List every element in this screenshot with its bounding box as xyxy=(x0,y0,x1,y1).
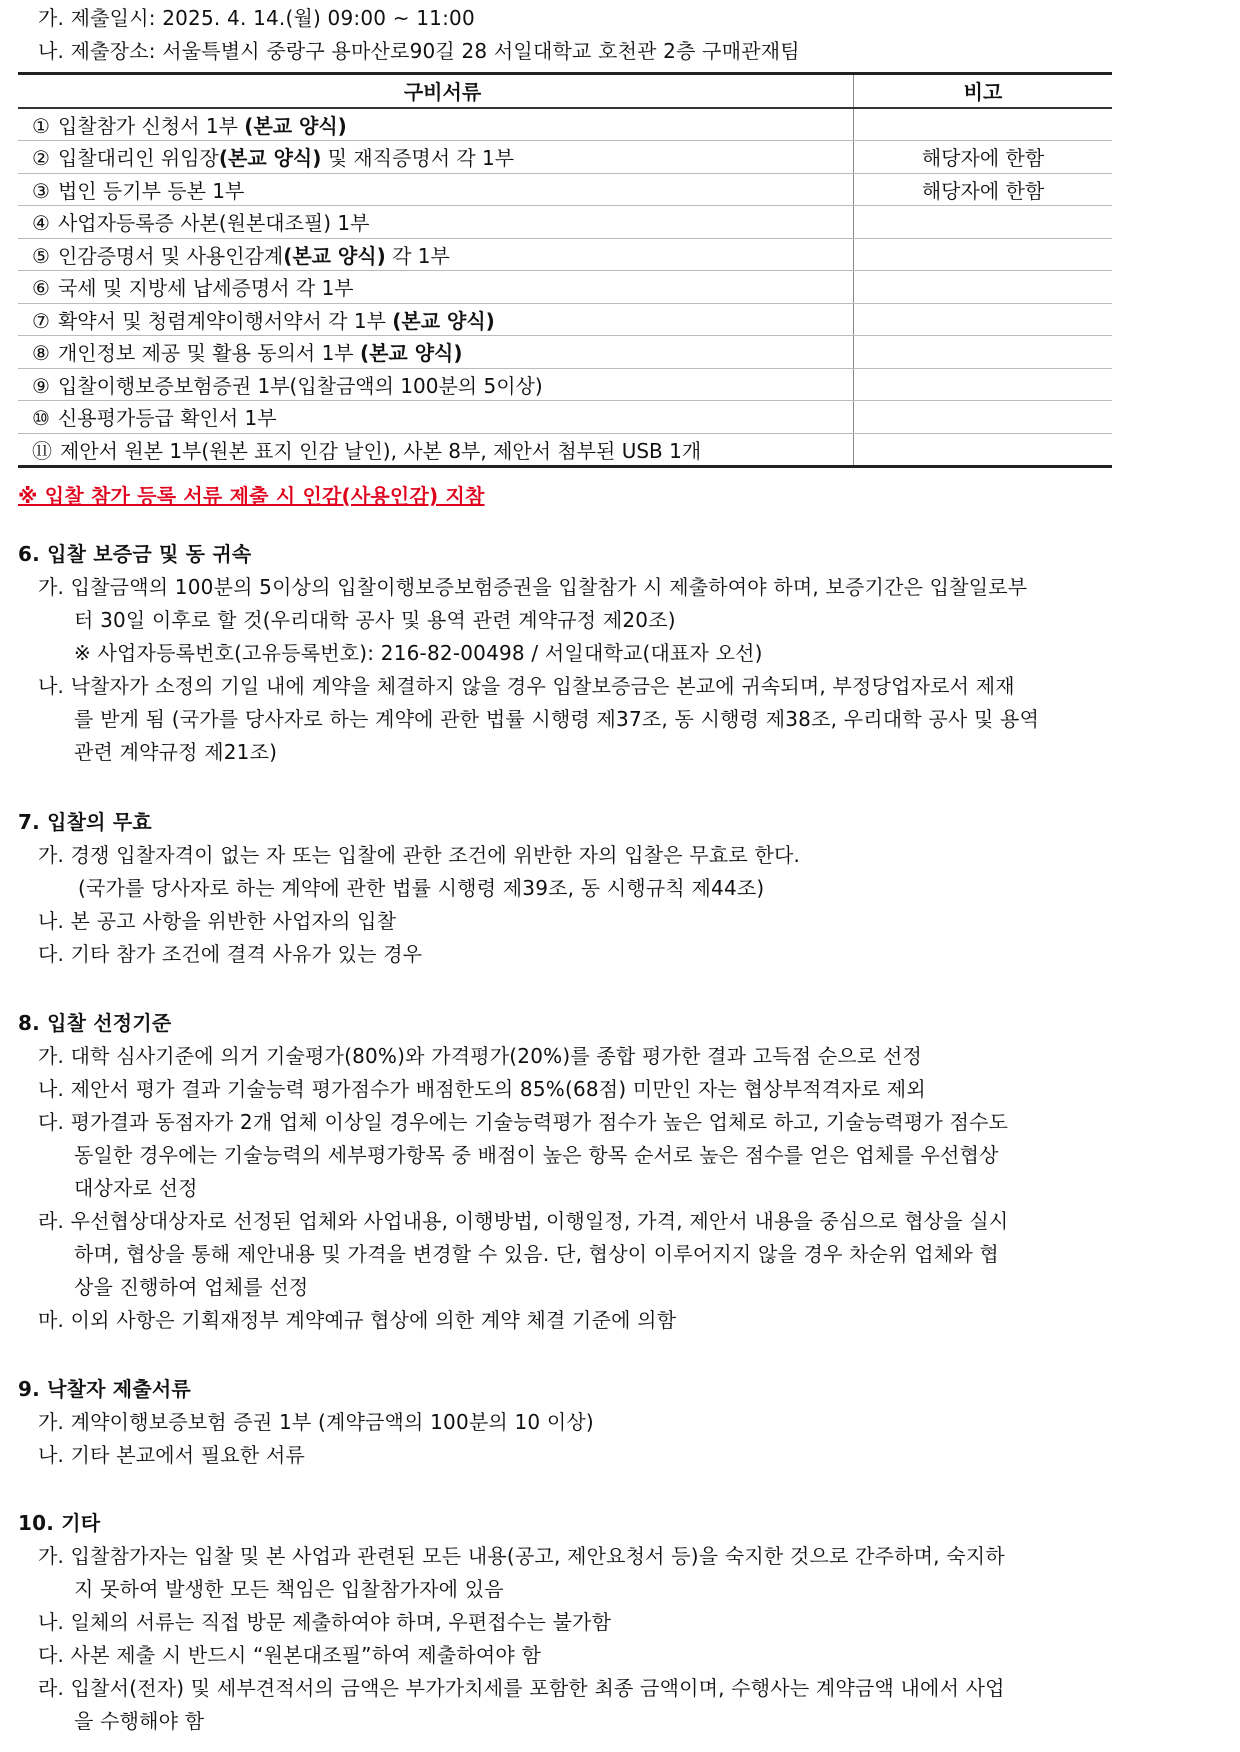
section-line: 나. 일체의 서류는 직접 방문 제출하여야 하며, 우편접수는 불가함 xyxy=(38,1610,612,1634)
item-number: ⑤ xyxy=(32,243,50,268)
section-line: 라. 우선협상대상자로 선정된 업체와 사업내용, 이행방법, 이행일정, 가격, 제안서 내용을 중심으로 협상을 실시 xyxy=(38,1209,1009,1233)
remark-cell xyxy=(854,303,1113,336)
section-line: 다. 사본 제출 시 반드시 “원본대조필”하여 제출하여야 함 xyxy=(38,1643,542,1667)
item-text: 인감증명서 및 사용인감계 xyxy=(57,243,284,268)
item-text: 확약서 및 청렴계약이행서약서 각 1부 xyxy=(57,308,393,333)
item-text: 국세 및 지방세 납세증명서 각 1부 xyxy=(57,276,354,301)
remark-cell: 해당자에 한함 xyxy=(854,141,1113,174)
header-remark: 비고 xyxy=(854,74,1113,108)
section-line: 지 못하여 발생한 모든 책임은 입찰참가자에 있음 xyxy=(74,1577,504,1601)
section-line: 나. 기타 본교에서 필요한 서류 xyxy=(38,1443,306,1467)
section-line: (국가를 당사자로 하는 계약에 관한 법률 시행령 제39조, 동 시행규칙 제44조) xyxy=(78,876,765,900)
section-line: 다. 기타 참가 조건에 결격 사유가 있는 경우 xyxy=(38,942,423,966)
item-form-note: (본교 양식) xyxy=(283,243,386,268)
item-text-after: 각 1부 xyxy=(385,243,450,268)
remark-cell: 해당자에 한함 xyxy=(854,173,1113,206)
section-title: 7. 입찰의 무효 xyxy=(18,810,152,834)
section-line: 가. 입찰참가자는 입찰 및 본 사업과 관련된 모든 내용(공고, 제안요청서 등)을 숙지한 것으로 간주하며, 숙지하 xyxy=(38,1544,1005,1568)
table-row xyxy=(18,303,1112,336)
header-documents: 구비서류 xyxy=(18,74,854,108)
seal-notice: ※ 입찰 참가 등록 서류 제출 시 인감(사용인감) 지참 xyxy=(18,484,485,508)
section-line: 가. 계약이행보증보험 증권 1부 (계약금액의 100분의 10 이상) xyxy=(38,1410,594,1434)
document-cell xyxy=(18,108,854,141)
section-title: 9. 낙찰자 제출서류 xyxy=(18,1377,191,1401)
section-line: 을 수행해야 함 xyxy=(74,1709,205,1733)
section-line: 가. 경쟁 입찰자격이 없는 자 또는 입찰에 관한 조건에 위반한 자의 입찰은 무효로 한다. xyxy=(38,843,801,867)
table-row xyxy=(18,238,1112,271)
remark-cell xyxy=(854,368,1113,401)
section-title: 6. 입찰 보증금 및 동 귀속 xyxy=(18,542,252,566)
section-line: 라. 입찰서(전자) 및 세부견적서의 금액은 부가가치세를 포함한 최종 금액이며, 수행사는 계약금액 내에서 사업 xyxy=(38,1676,1005,1700)
item-text: 신용평가등급 확인서 1부 xyxy=(57,406,277,431)
remark-cell xyxy=(854,206,1113,239)
document-cell xyxy=(18,401,854,434)
section-line: 가. 대학 심사기준에 의거 기술평가(80%)와 가격평가(20%)를 종합 평가한 결과 고득점 순으로 선정 xyxy=(38,1044,923,1068)
document-cell xyxy=(18,303,854,336)
section-line: 하며, 협상을 통해 제안내용 및 가격을 변경할 수 있음. 단, 협상이 이루어지지 않을 경우 차순위 업체와 협 xyxy=(74,1242,999,1266)
remark-cell xyxy=(854,238,1113,271)
item-form-note: (본교 양식) xyxy=(218,146,322,171)
document-cell xyxy=(18,336,854,369)
section-line: 나. 낙찰자가 소정의 기일 내에 계약을 체결하지 않을 경우 입찰보증금은 본교에 귀속되며, 부정당업자로서 제재 xyxy=(38,674,1015,698)
remark-cell xyxy=(854,108,1113,141)
table-row xyxy=(18,108,1112,141)
section-line: 나. 제안서 평가 결과 기술능력 평가점수가 배점한도의 85%(68점) 미만인 자는 협상부적격자로 제외 xyxy=(38,1077,926,1101)
item-number: ⑦ xyxy=(32,308,50,333)
table-row xyxy=(18,141,1112,174)
table-row xyxy=(18,433,1112,467)
item-number: ④ xyxy=(32,211,50,236)
item-number: ② xyxy=(32,146,50,171)
section-line: 상을 진행하여 업체를 선정 xyxy=(74,1275,309,1299)
document-cell xyxy=(18,433,854,467)
remark-cell xyxy=(854,433,1113,467)
item-text: 법인 등기부 등본 1부 xyxy=(57,178,245,203)
remark-cell xyxy=(854,336,1113,369)
table-row xyxy=(18,401,1112,434)
item-text: 입찰대리인 위임장 xyxy=(57,146,219,171)
table-row xyxy=(18,206,1112,239)
item-text-after: 및 재직증명서 각 1부 xyxy=(321,146,515,171)
document-cell xyxy=(18,368,854,401)
table-row xyxy=(18,336,1112,369)
document-cell xyxy=(18,141,854,174)
item-number: ⑥ xyxy=(32,276,50,301)
document-cell xyxy=(18,206,854,239)
table-row xyxy=(18,368,1112,401)
item-form-note: (본교 양식) xyxy=(392,308,495,333)
section-line: 다. 평가결과 동점자가 2개 업체 이상일 경우에는 기술능력평가 점수가 높은 업체로 하고, 기술능력평가 점수도 xyxy=(38,1110,1009,1134)
item-number: ⑨ xyxy=(32,373,50,398)
section-line: 터 30일 이후로 할 것(우리대학 공사 및 용역 관련 계약규정 제20조) xyxy=(74,608,676,632)
item-number: ⑩ xyxy=(32,406,50,431)
item-form-note: (본교 양식) xyxy=(244,113,347,138)
submission-place: 나. 제출장소: 서울특별시 중랑구 용마산로90길 28 서일대학교 호천관 2층 구매관재팀 xyxy=(38,39,800,63)
item-text: 개인정보 제공 및 활용 동의서 1부 xyxy=(57,341,360,366)
item-number: ③ xyxy=(32,178,50,203)
section-line: 마. 이외 사항은 기획재정부 계약예규 협상에 의한 계약 체결 기준에 의함 xyxy=(38,1308,677,1332)
section-line: 를 받게 됨 (국가를 당사자로 하는 계약에 관한 법률 시행령 제37조, 동 시행령 제38조, 우리대학 공사 및 용역 xyxy=(74,707,1040,731)
section-title: 8. 입찰 선정기준 xyxy=(18,1011,172,1035)
remark-cell xyxy=(854,271,1113,304)
section-title: 10. 기타 xyxy=(18,1511,101,1535)
item-text: 사업자등록증 사본(원본대조필) 1부 xyxy=(57,211,370,236)
item-text: 제안서 원본 1부(원본 표지 인감 날인), 사본 8부, 제안서 첨부된 USB 1개 xyxy=(60,438,702,463)
item-number: ⑪ xyxy=(32,438,52,463)
document-cell xyxy=(18,238,854,271)
section-line: 동일한 경우에는 기술능력의 세부평가항목 중 배점이 높은 항목 순서로 높은 점수를 얻은 업체를 우선협상 xyxy=(74,1143,999,1167)
section-line: 관련 계약규정 제21조) xyxy=(74,740,278,764)
section-line: 나. 본 공고 사항을 위반한 사업자의 입찰 xyxy=(38,909,397,933)
item-form-note: (본교 양식) xyxy=(359,341,463,366)
section-line: 가. 입찰금액의 100분의 5이상의 입찰이행보증보험증권을 입찰참가 시 제출하여야 하며, 보증기간은 입찰일로부 xyxy=(38,575,1028,599)
document-cell xyxy=(18,173,854,206)
required-documents-table xyxy=(18,72,1112,468)
item-text: 입찰참가 신청서 1부 xyxy=(57,113,245,138)
item-number: ⑧ xyxy=(32,341,50,366)
table-row xyxy=(18,271,1112,304)
item-text: 입찰이행보증보험증권 1부(입찰금액의 100분의 5이상) xyxy=(57,373,543,398)
section-line: 대상자로 선정 xyxy=(74,1176,198,1200)
remark-cell xyxy=(854,401,1113,434)
document-cell xyxy=(18,271,854,304)
section-line: ※ 사업자등록번호(고유등록번호): 216-82-00498 / 서일대학교(대표자 오선) xyxy=(74,641,763,665)
table-row xyxy=(18,173,1112,206)
submission-datetime: 가. 제출일시: 2025. 4. 14.(월) 09:00 ~ 11:00 xyxy=(38,6,475,30)
item-number: ① xyxy=(32,113,50,138)
table-header-row xyxy=(18,74,1112,108)
